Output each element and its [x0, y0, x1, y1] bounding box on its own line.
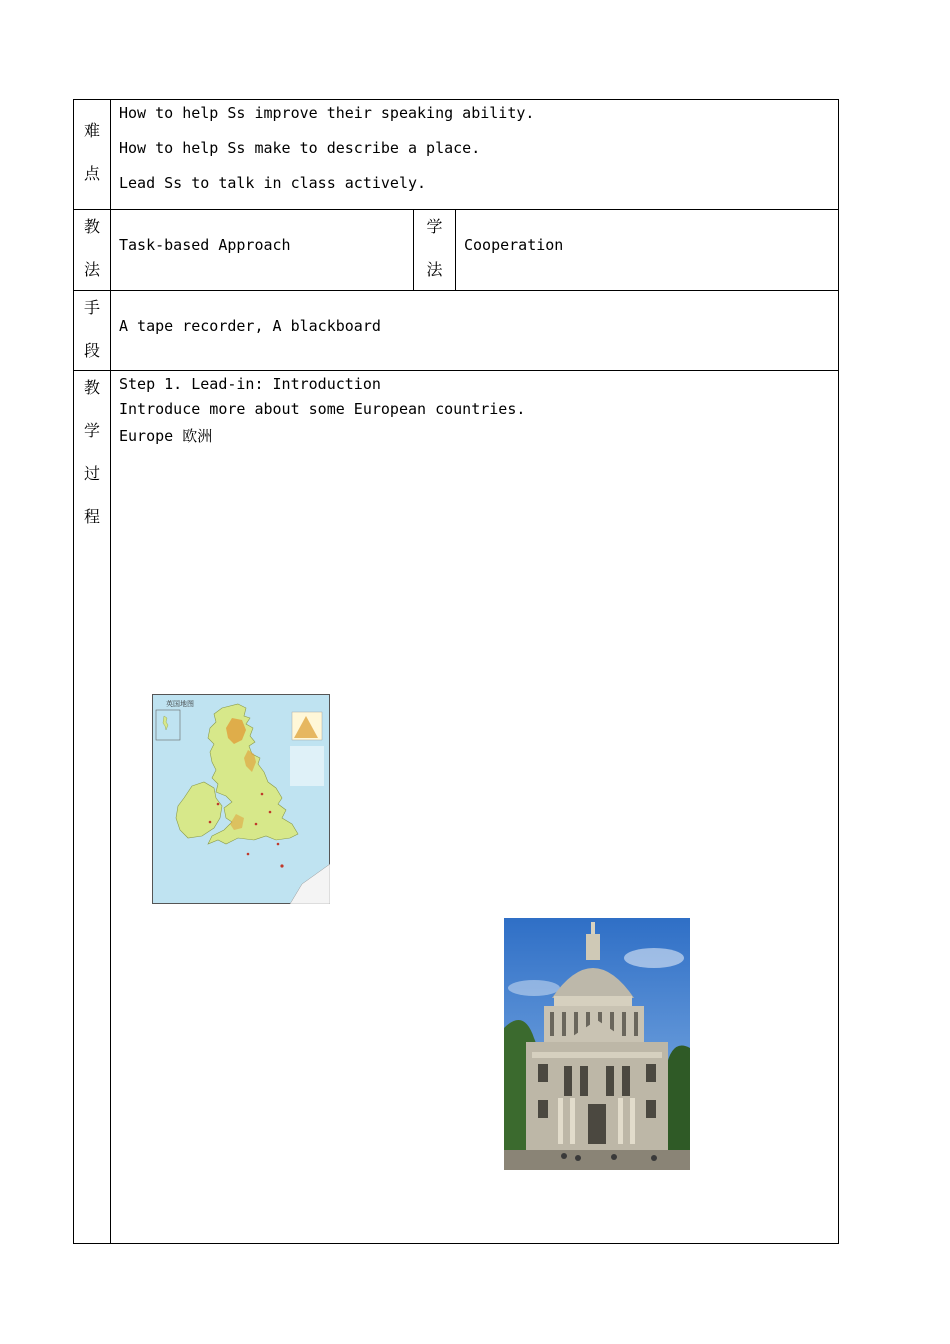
means-row	[74, 291, 839, 371]
learning-method-label	[414, 210, 456, 291]
difficulty-line: How to help Ss improve their speaking ability.	[119, 104, 535, 122]
process-label-char: 教	[83, 378, 100, 397]
process-line: Introduce more about some European countries.	[119, 400, 526, 418]
process-label-char: 学	[83, 421, 100, 440]
difficulty-label-char: 点	[83, 164, 100, 183]
means-label-char: 段	[83, 341, 100, 360]
means-content	[111, 291, 839, 371]
teaching-method-text: Task-based Approach	[119, 236, 291, 254]
learning-label-char: 学	[426, 217, 443, 236]
process-line: Europe 欧洲	[119, 427, 213, 445]
cathedral-photo	[504, 918, 690, 1170]
learning-label-char: 法	[426, 260, 443, 279]
method-label-char: 法	[83, 260, 100, 279]
learning-method-value	[456, 210, 839, 291]
process-label-char: 过	[83, 464, 100, 483]
difficulty-line: Lead Ss to talk in class actively.	[119, 174, 427, 192]
teaching-method-value	[111, 210, 414, 291]
uk-map-caption: 英国地图	[166, 700, 194, 708]
difficulty-row	[74, 100, 839, 210]
difficulty-content	[111, 100, 839, 210]
process-line: Step 1. Lead-in: Introduction	[119, 375, 381, 393]
difficulty-label-char: 难	[83, 121, 100, 140]
means-label	[74, 291, 111, 371]
method-row	[74, 210, 839, 291]
means-text: A tape recorder, A blackboard	[119, 316, 381, 335]
process-label-char: 程	[83, 507, 100, 526]
method-label	[74, 210, 111, 291]
means-label-char: 手	[83, 298, 100, 317]
process-label	[74, 371, 111, 1244]
lesson-plan-table	[73, 99, 839, 1244]
learning-method-text: Cooperation	[464, 236, 564, 254]
difficulty-label	[74, 100, 111, 210]
method-label-char: 教	[83, 217, 100, 236]
uk-map-image	[152, 694, 330, 904]
difficulty-line: How to help Ss make to describe a place.	[119, 139, 481, 157]
